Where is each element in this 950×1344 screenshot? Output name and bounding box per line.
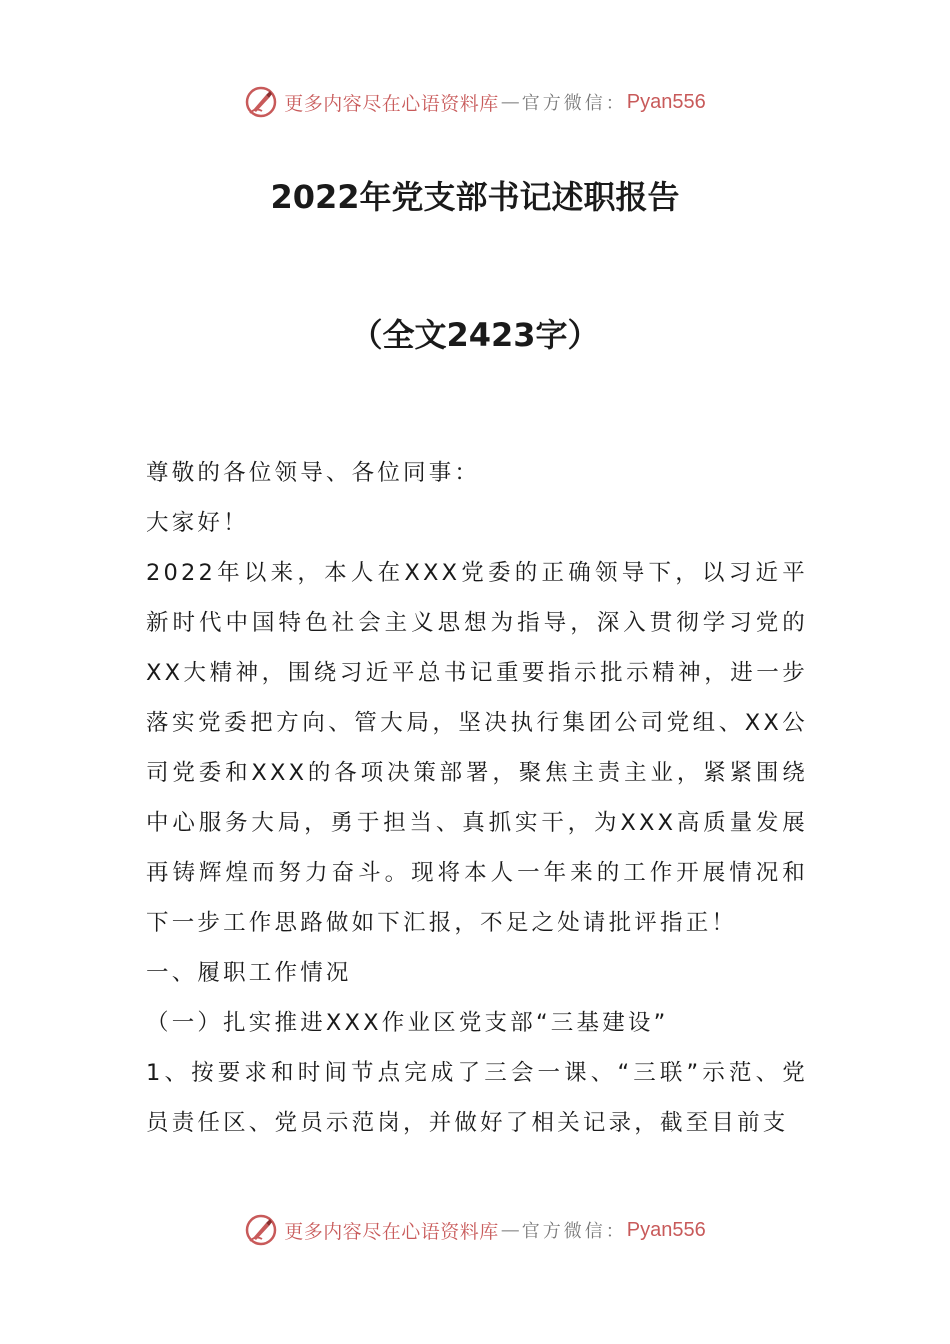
list-item: 1、按要求和时间节点完成了三会一课、“三联”示范、党员责任区、党员示范岗，并做好了相关记录，截至目前支 — [146, 1060, 808, 1136]
pen-circle-logo-icon — [244, 1213, 278, 1247]
wechat-label: 官方微信： — [521, 1221, 627, 1242]
section-heading: 一、履职工作情况 — [146, 960, 352, 986]
salutation: 尊敬的各位领导、各位同事： — [146, 460, 481, 486]
banner-separator: — — [500, 1219, 520, 1241]
subsection-heading: （一）扎实推进XXX作业区党支部“三基建设” — [146, 1010, 669, 1036]
document-title: 2022年党支部书记述职报告 — [270, 178, 680, 216]
banner-separator: — — [500, 91, 520, 113]
paragraph-intro: 2022年以来，本人在XXX党委的正确领导下，以习近平新时代中国特色社会主义思想为指导，深入贯彻学习党的XX大精神，围绕习近平总书记重要指示批示精神，进一步落实党委把方向、管大局，坚决执行集团公司党组、XX公司党委和XXX的各项决策部署，聚焦主责主业，紧紧围绕中心服务大局，勇于担当、真抓实干，为XXX高质量发展再铸辉煌而努力奋斗。现将本人一年来的工作开展情况和下一步工作思路做如下汇报，不足之处请批评指正！ — [146, 560, 808, 936]
document-subtitle: （全文2423字） — [350, 316, 600, 354]
greeting: 大家好！ — [146, 510, 249, 536]
banner-text: 更多内容尽在心语资料库 — [284, 92, 499, 115]
footer-banner — [0, 1210, 950, 1250]
document-body — [146, 448, 808, 1148]
wechat-label: 官方微信： — [521, 93, 627, 114]
banner-text: 更多内容尽在心语资料库 — [284, 1220, 499, 1243]
wechat-id: Pyan556 — [626, 90, 706, 113]
pen-circle-logo-icon — [244, 85, 278, 119]
wechat-id: Pyan556 — [626, 1218, 706, 1241]
header-banner — [0, 82, 950, 122]
